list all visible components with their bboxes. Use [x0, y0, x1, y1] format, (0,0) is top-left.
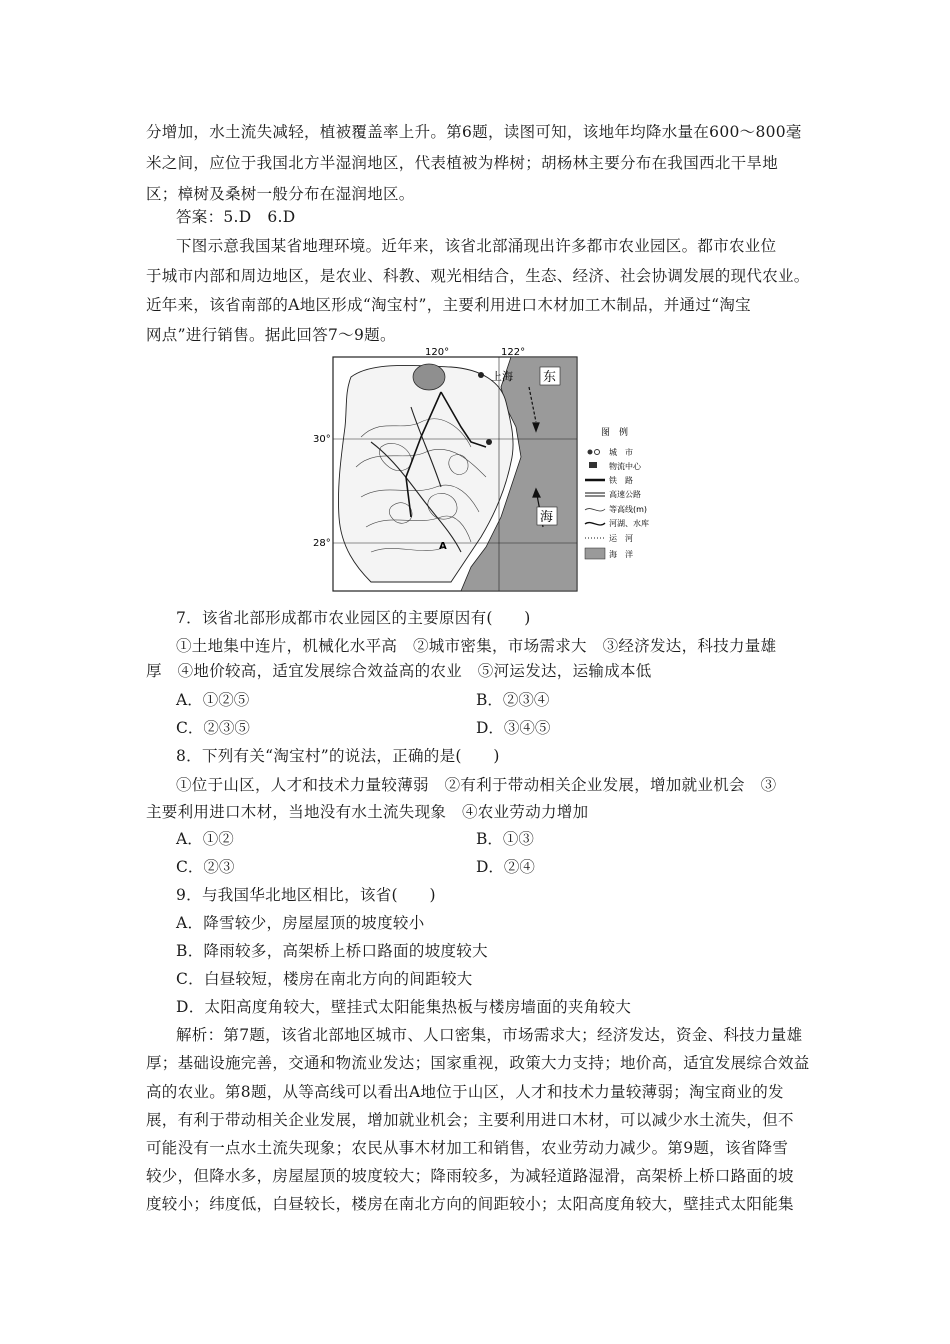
- paragraph-line: 分增加，水土流失减轻，植被覆盖率上升。第6题，读图可知，该地年均降水量在600～800毫: [146, 123, 802, 141]
- option: D．③④⑤: [476, 719, 551, 737]
- question-stem: ①土地集中连片，机械化水平高 ②城市密集，市场需求大 ③经济发达，科技力量雄: [176, 637, 777, 655]
- question-stem: ①位于山区，人才和技术力量较薄弱 ②有利于带动相关企业发展，增加就业机会 ③: [176, 776, 777, 794]
- lon-label: 120°: [425, 347, 450, 358]
- option: A．①②⑤: [176, 691, 250, 709]
- option: C．②③: [176, 858, 235, 876]
- explanation-line: 解析：第7题，该省北部地区城市、人口密集，市场需求大；经济发达，资金、科技力量雄: [176, 1026, 803, 1044]
- city-icon: [588, 450, 593, 455]
- explanation-line: 较少，但降水多，房屋屋顶的坡度较大；降雨较多，为减轻道路湿滑，高架桥上桥口路面的坡: [146, 1167, 794, 1185]
- explanation-line: 高的农业。第8题，从等高线可以看出A地位于山区，人才和技术力量较薄弱；淘宝商业的发: [146, 1083, 784, 1101]
- city-marker: [478, 372, 484, 378]
- paragraph-line: 区；樟树及桑树一般分布在湿润地区。: [146, 185, 415, 203]
- intro-line: 网点”进行销售。据此回答7～9题。: [146, 326, 396, 344]
- option: B．②③④: [476, 691, 550, 709]
- lon-label: 122°: [501, 347, 526, 358]
- logistics-icon: [589, 462, 597, 468]
- intro-line: 近年来，该省南部的A地区形成“淘宝村”，主要利用进口木材加工木制品，并通过“淘宝: [146, 296, 751, 314]
- legend-label: 高速公路: [609, 490, 641, 499]
- city-icon: [595, 450, 600, 455]
- area-a-label: A: [439, 541, 447, 552]
- legend-title: 图 例: [601, 428, 629, 438]
- city-marker: [486, 439, 492, 445]
- answer-line: 答案：5.D 6.D: [176, 208, 296, 226]
- lake: [413, 364, 445, 390]
- explanation-line: 厚；基础设施完善，交通和物流业发达；国家重视，政策大力支持；地价高，适宜发展综合效益: [146, 1054, 810, 1072]
- lat-label: 28°: [313, 538, 331, 549]
- sea-label: 东: [543, 370, 557, 385]
- option: C．②③⑤: [176, 719, 250, 737]
- legend: [585, 426, 649, 559]
- legend-label: 运 河: [609, 534, 633, 543]
- option: A．降雪较少，房屋屋顶的坡度较小: [176, 914, 425, 932]
- explanation-line: 度较小；纬度低，白昼较长，楼房在南北方向的间距较小；太阳高度角较大，壁挂式太阳能集: [146, 1195, 794, 1213]
- option: D．太阳高度角较大，壁挂式太阳能集热板与楼房墙面的夹角较大: [176, 998, 632, 1016]
- lat-label: 30°: [313, 434, 331, 445]
- legend-label: 铁 路: [609, 476, 633, 485]
- intro-line: 下图示意我国某省地理环境。近年来，该省北部涌现出许多都市农业园区。都市农业位: [176, 237, 777, 255]
- legend-label: 城 市: [609, 448, 633, 457]
- question-stem: 主要利用进口木材，当地没有水土流失现象 ④农业劳动力增加: [146, 803, 589, 821]
- option: D．②④: [476, 858, 535, 876]
- legend-label: 河湖、水库: [609, 519, 649, 528]
- option: C．白昼较短，楼房在南北方向的间距较大: [176, 970, 473, 988]
- question-9: 9．与我国华北地区相比，该省( ): [176, 886, 436, 904]
- explanation-line: 展，有利于带动相关企业发展，增加就业机会；主要利用进口木材，可以减少水土流失，但不: [146, 1111, 794, 1129]
- province-map: [311, 347, 691, 595]
- legend-label: 物流中心: [609, 462, 641, 471]
- legend-label: 海 洋: [609, 550, 633, 559]
- map-figure: [311, 347, 691, 595]
- city-label: 上海: [491, 370, 513, 383]
- legend-label: 等高线(m): [609, 505, 648, 514]
- option: B．降雨较多，高架桥上桥口路面的坡度较大: [176, 942, 488, 960]
- paragraph-line: 米之间，应位于我国北方半湿润地区，代表植被为桦树；胡杨林主要分布在我国西北干旱地: [146, 154, 779, 172]
- question-7: 7．该省北部形成都市农业园区的主要原因有( ): [176, 609, 531, 627]
- river-icon: [585, 523, 605, 525]
- sea-label: 海: [540, 510, 554, 525]
- intro-line: 于城市内部和周边地区，是农业、科教、观光相结合，生态、经济、社会协调发展的现代农业。: [146, 267, 810, 285]
- option: B．①③: [476, 830, 534, 848]
- option: A．①②: [176, 830, 234, 848]
- contour-icon: [585, 509, 605, 511]
- explanation-line: 可能没有一点水土流失现象；农民从事木材加工和销售，农业劳动力减少。第9题，该省降雪: [146, 1139, 789, 1157]
- ocean-icon: [585, 548, 605, 559]
- question-stem: 厚 ④地价较高，适宜发展综合效益高的农业 ⑤河运发达，运输成本低: [146, 662, 652, 680]
- question-8: 8．下列有关“淘宝村”的说法，正确的是( ): [176, 747, 500, 765]
